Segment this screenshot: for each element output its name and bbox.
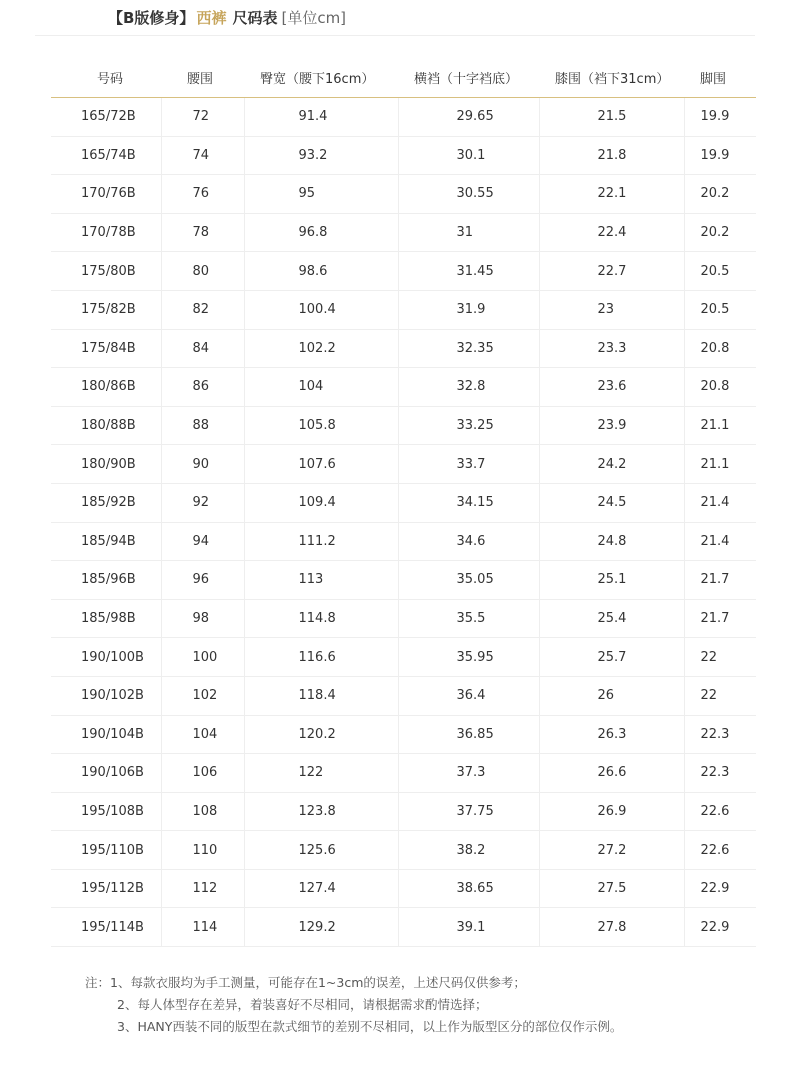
title-fit-label: 【B版修身】 bbox=[108, 9, 195, 27]
cell-waist: 80 bbox=[161, 252, 244, 291]
cell-thigh: 34.6 bbox=[398, 522, 539, 561]
cell-waist: 114 bbox=[161, 908, 244, 947]
cell-knee: 26.6 bbox=[539, 754, 684, 793]
cell-size: 185/96B bbox=[51, 561, 161, 600]
header-hip: 臀宽（腰下16cm） bbox=[244, 58, 398, 98]
cell-hip: 118.4 bbox=[244, 676, 398, 715]
note-line-2: 2、每人体型存在差异，着装喜好不尽相同，请根据需求酌情选择； bbox=[117, 997, 488, 1012]
cell-knee: 23.9 bbox=[539, 406, 684, 445]
header-knee: 膝围（裆下31cm） bbox=[539, 58, 684, 98]
cell-hip: 127.4 bbox=[244, 869, 398, 908]
cell-thigh: 32.35 bbox=[398, 329, 539, 368]
title-divider bbox=[35, 35, 755, 36]
title-product-label: 西裤 bbox=[196, 9, 227, 27]
cell-size: 190/106B bbox=[51, 754, 161, 793]
table-row bbox=[51, 213, 756, 252]
cell-waist: 96 bbox=[161, 561, 244, 600]
cell-hem: 22 bbox=[684, 676, 756, 715]
cell-thigh: 32.8 bbox=[398, 368, 539, 407]
cell-knee: 21.8 bbox=[539, 136, 684, 175]
cell-hip: 107.6 bbox=[244, 445, 398, 484]
cell-hem: 20.8 bbox=[684, 329, 756, 368]
cell-knee: 26.9 bbox=[539, 792, 684, 831]
cell-size: 185/92B bbox=[51, 483, 161, 522]
cell-hem: 20.5 bbox=[684, 252, 756, 291]
cell-hip: 98.6 bbox=[244, 252, 398, 291]
cell-hip: 129.2 bbox=[244, 908, 398, 947]
cell-waist: 86 bbox=[161, 368, 244, 407]
cell-size: 190/104B bbox=[51, 715, 161, 754]
cell-waist: 88 bbox=[161, 406, 244, 445]
cell-thigh: 30.55 bbox=[398, 175, 539, 214]
cell-hem: 22.9 bbox=[684, 869, 756, 908]
table-header-row bbox=[51, 58, 756, 98]
header-size: 号码 bbox=[51, 58, 161, 98]
cell-knee: 26 bbox=[539, 676, 684, 715]
cell-size: 165/74B bbox=[51, 136, 161, 175]
cell-hip: 105.8 bbox=[244, 406, 398, 445]
cell-thigh: 33.7 bbox=[398, 445, 539, 484]
cell-hip: 116.6 bbox=[244, 638, 398, 677]
cell-waist: 110 bbox=[161, 831, 244, 870]
cell-knee: 24.5 bbox=[539, 483, 684, 522]
title-unit-label: [单位cm] bbox=[281, 9, 347, 27]
cell-hem: 22 bbox=[684, 638, 756, 677]
table-row bbox=[51, 175, 756, 214]
cell-waist: 102 bbox=[161, 676, 244, 715]
cell-hem: 19.9 bbox=[684, 136, 756, 175]
cell-knee: 23 bbox=[539, 290, 684, 329]
cell-size: 165/72B bbox=[51, 98, 161, 137]
cell-waist: 84 bbox=[161, 329, 244, 368]
cell-hip: 109.4 bbox=[244, 483, 398, 522]
cell-waist: 106 bbox=[161, 754, 244, 793]
cell-waist: 78 bbox=[161, 213, 244, 252]
cell-waist: 112 bbox=[161, 869, 244, 908]
cell-size: 175/84B bbox=[51, 329, 161, 368]
table-row bbox=[51, 98, 756, 137]
cell-hem: 22.6 bbox=[684, 831, 756, 870]
cell-size: 170/76B bbox=[51, 175, 161, 214]
cell-hip: 93.2 bbox=[244, 136, 398, 175]
table-row bbox=[51, 754, 756, 793]
table-row bbox=[51, 522, 756, 561]
cell-hem: 21.7 bbox=[684, 561, 756, 600]
cell-size: 195/112B bbox=[51, 869, 161, 908]
header-waist: 腰围 bbox=[161, 58, 244, 98]
page-title bbox=[108, 6, 346, 30]
cell-thigh: 36.4 bbox=[398, 676, 539, 715]
cell-hip: 122 bbox=[244, 754, 398, 793]
cell-thigh: 31 bbox=[398, 213, 539, 252]
cell-knee: 24.8 bbox=[539, 522, 684, 561]
cell-waist: 98 bbox=[161, 599, 244, 638]
table-row bbox=[51, 445, 756, 484]
notes-block bbox=[85, 972, 622, 1038]
cell-hip: 102.2 bbox=[244, 329, 398, 368]
cell-hem: 20.8 bbox=[684, 368, 756, 407]
cell-size: 195/110B bbox=[51, 831, 161, 870]
cell-knee: 22.4 bbox=[539, 213, 684, 252]
cell-hem: 20.2 bbox=[684, 213, 756, 252]
cell-hip: 113 bbox=[244, 561, 398, 600]
cell-hem: 21.1 bbox=[684, 406, 756, 445]
table-row bbox=[51, 368, 756, 407]
cell-size: 190/100B bbox=[51, 638, 161, 677]
cell-size: 195/114B bbox=[51, 908, 161, 947]
cell-knee: 24.2 bbox=[539, 445, 684, 484]
table-row bbox=[51, 136, 756, 175]
cell-hip: 123.8 bbox=[244, 792, 398, 831]
cell-knee: 25.7 bbox=[539, 638, 684, 677]
cell-thigh: 38.65 bbox=[398, 869, 539, 908]
cell-size: 180/90B bbox=[51, 445, 161, 484]
size-table bbox=[51, 58, 756, 947]
cell-size: 185/94B bbox=[51, 522, 161, 561]
cell-hip: 111.2 bbox=[244, 522, 398, 561]
title-chart-label: 尺码表 bbox=[232, 9, 278, 27]
cell-thigh: 30.1 bbox=[398, 136, 539, 175]
table-row bbox=[51, 869, 756, 908]
table-row bbox=[51, 329, 756, 368]
cell-hem: 22.3 bbox=[684, 715, 756, 754]
cell-hem: 22.9 bbox=[684, 908, 756, 947]
cell-knee: 22.1 bbox=[539, 175, 684, 214]
cell-hip: 91.4 bbox=[244, 98, 398, 137]
table-row bbox=[51, 561, 756, 600]
cell-hip: 114.8 bbox=[244, 599, 398, 638]
cell-knee: 27.5 bbox=[539, 869, 684, 908]
cell-hem: 19.9 bbox=[684, 98, 756, 137]
cell-hip: 95 bbox=[244, 175, 398, 214]
cell-size: 180/86B bbox=[51, 368, 161, 407]
table-row bbox=[51, 792, 756, 831]
cell-hem: 21.4 bbox=[684, 522, 756, 561]
cell-hip: 96.8 bbox=[244, 213, 398, 252]
cell-thigh: 37.3 bbox=[398, 754, 539, 793]
cell-hem: 21.4 bbox=[684, 483, 756, 522]
cell-waist: 100 bbox=[161, 638, 244, 677]
cell-hem: 22.6 bbox=[684, 792, 756, 831]
cell-knee: 23.3 bbox=[539, 329, 684, 368]
cell-knee: 22.7 bbox=[539, 252, 684, 291]
cell-knee: 23.6 bbox=[539, 368, 684, 407]
cell-waist: 82 bbox=[161, 290, 244, 329]
note-line-3: 3、HANY西装不同的版型在款式细节的差别不尽相同，以上作为版型区分的部位仅作示例。 bbox=[117, 1019, 623, 1034]
table-row bbox=[51, 676, 756, 715]
cell-size: 195/108B bbox=[51, 792, 161, 831]
cell-knee: 26.3 bbox=[539, 715, 684, 754]
cell-hip: 120.2 bbox=[244, 715, 398, 754]
table-row bbox=[51, 483, 756, 522]
cell-hip: 125.6 bbox=[244, 831, 398, 870]
cell-hem: 20.2 bbox=[684, 175, 756, 214]
note-line-1: 注：1、每款衣服均为手工测量，可能存在1~3cm的误差，上述尺码仅供参考； bbox=[85, 975, 526, 990]
cell-waist: 104 bbox=[161, 715, 244, 754]
cell-waist: 94 bbox=[161, 522, 244, 561]
cell-thigh: 38.2 bbox=[398, 831, 539, 870]
cell-hem: 21.7 bbox=[684, 599, 756, 638]
cell-thigh: 34.15 bbox=[398, 483, 539, 522]
table-row bbox=[51, 908, 756, 947]
header-hem: 脚围 bbox=[684, 58, 756, 98]
cell-thigh: 35.05 bbox=[398, 561, 539, 600]
cell-size: 175/82B bbox=[51, 290, 161, 329]
cell-thigh: 33.25 bbox=[398, 406, 539, 445]
cell-thigh: 31.9 bbox=[398, 290, 539, 329]
table-row bbox=[51, 290, 756, 329]
cell-hip: 104 bbox=[244, 368, 398, 407]
cell-waist: 74 bbox=[161, 136, 244, 175]
table-row bbox=[51, 638, 756, 677]
cell-hem: 20.5 bbox=[684, 290, 756, 329]
cell-knee: 25.1 bbox=[539, 561, 684, 600]
cell-hip: 100.4 bbox=[244, 290, 398, 329]
cell-knee: 27.8 bbox=[539, 908, 684, 947]
cell-thigh: 36.85 bbox=[398, 715, 539, 754]
cell-knee: 25.4 bbox=[539, 599, 684, 638]
cell-hem: 22.3 bbox=[684, 754, 756, 793]
table-row bbox=[51, 406, 756, 445]
cell-thigh: 39.1 bbox=[398, 908, 539, 947]
cell-thigh: 37.75 bbox=[398, 792, 539, 831]
cell-size: 185/98B bbox=[51, 599, 161, 638]
table-body bbox=[51, 98, 756, 947]
cell-thigh: 35.95 bbox=[398, 638, 539, 677]
cell-waist: 92 bbox=[161, 483, 244, 522]
cell-knee: 27.2 bbox=[539, 831, 684, 870]
header-thigh: 横裆（十字裆底） bbox=[398, 58, 539, 98]
cell-knee: 21.5 bbox=[539, 98, 684, 137]
cell-size: 170/78B bbox=[51, 213, 161, 252]
table-row bbox=[51, 252, 756, 291]
cell-hem: 21.1 bbox=[684, 445, 756, 484]
table-row bbox=[51, 715, 756, 754]
cell-thigh: 35.5 bbox=[398, 599, 539, 638]
table-row bbox=[51, 599, 756, 638]
cell-waist: 72 bbox=[161, 98, 244, 137]
table-row bbox=[51, 831, 756, 870]
cell-size: 175/80B bbox=[51, 252, 161, 291]
cell-size: 190/102B bbox=[51, 676, 161, 715]
cell-size: 180/88B bbox=[51, 406, 161, 445]
cell-thigh: 31.45 bbox=[398, 252, 539, 291]
cell-waist: 90 bbox=[161, 445, 244, 484]
cell-waist: 108 bbox=[161, 792, 244, 831]
cell-waist: 76 bbox=[161, 175, 244, 214]
cell-thigh: 29.65 bbox=[398, 98, 539, 137]
